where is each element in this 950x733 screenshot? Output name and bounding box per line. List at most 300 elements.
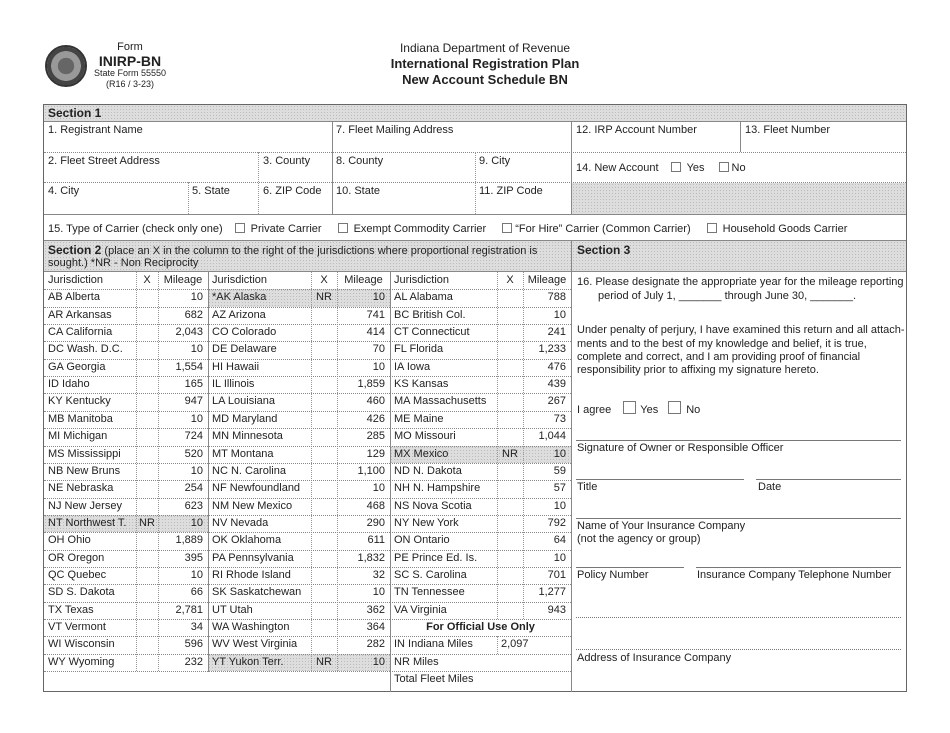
jurisdiction-name: GA Georgia bbox=[48, 360, 106, 373]
row-divider bbox=[208, 550, 390, 551]
jurisdiction-x-cell[interactable] bbox=[136, 324, 158, 341]
jurisdiction-mileage: 611 bbox=[367, 534, 385, 547]
form-label: Form bbox=[117, 41, 143, 53]
date-field[interactable]: Date bbox=[758, 481, 782, 493]
col-header-mileage: Mileage bbox=[527, 274, 567, 286]
jurisdiction-mileage: 57 bbox=[553, 482, 566, 495]
jurisdiction-x-cell[interactable] bbox=[497, 289, 523, 306]
jurisdiction-name: MX Mexico bbox=[394, 447, 449, 460]
row-divider bbox=[44, 359, 208, 360]
agree-yes-checkbox[interactable] bbox=[623, 401, 636, 414]
new-account-label: 14. New Account bbox=[576, 162, 659, 174]
exempt-carrier-label: Exempt Commodity Carrier bbox=[353, 223, 487, 235]
jurisdiction-mileage: 947 bbox=[184, 395, 203, 408]
column-divider bbox=[158, 272, 159, 671]
jurisdiction-name: MN Minnesota bbox=[212, 430, 283, 443]
county-3-field[interactable]: 3. County bbox=[263, 155, 311, 167]
state-5-field[interactable]: 5. State bbox=[192, 185, 230, 197]
jurisdiction-x-cell[interactable] bbox=[136, 550, 158, 567]
column-divider bbox=[311, 272, 312, 671]
jurisdiction-x-cell[interactable] bbox=[136, 428, 158, 445]
jurisdiction-mileage: 10 bbox=[372, 291, 385, 304]
jurisdiction-mileage: 59 bbox=[553, 464, 566, 477]
jurisdiction-mileage: 282 bbox=[366, 638, 385, 651]
jurisdiction-name: NB New Bruns bbox=[48, 464, 121, 477]
jurisdiction-x-cell[interactable] bbox=[497, 584, 523, 601]
jurisdiction-mileage: 290 bbox=[366, 516, 385, 529]
jurisdiction-name: NE Nebraska bbox=[48, 482, 114, 495]
jurisdiction-mileage: 741 bbox=[366, 308, 385, 321]
item16-line2[interactable]: period of July 1, _______ through June 30, _______. bbox=[598, 290, 857, 302]
row-divider bbox=[390, 498, 571, 499]
jurisdiction-x-cell[interactable] bbox=[311, 324, 337, 341]
jurisdiction-mileage: 10 bbox=[372, 360, 385, 373]
jurisdiction-x-cell[interactable] bbox=[136, 654, 158, 671]
jurisdiction-name: MT Montana bbox=[212, 447, 274, 460]
jurisdiction-mileage: 64 bbox=[553, 534, 566, 547]
row-divider bbox=[44, 584, 208, 585]
jurisdiction-mileage: 596 bbox=[184, 638, 203, 651]
jurisdiction-x-cell[interactable] bbox=[136, 480, 158, 497]
jurisdiction-x-cell[interactable] bbox=[497, 567, 523, 584]
row-divider bbox=[390, 532, 571, 533]
fleet-number-field[interactable]: 13. Fleet Number bbox=[745, 124, 830, 136]
jurisdiction-mileage: 364 bbox=[366, 621, 385, 633]
page-subtitle: New Account Schedule BN bbox=[402, 72, 568, 87]
jurisdiction-name: WV West Virginia bbox=[212, 638, 298, 651]
jurisdiction-mileage: 10 bbox=[190, 568, 203, 581]
jurisdiction-x-cell[interactable]: NR bbox=[316, 291, 332, 304]
registrant-name-field[interactable]: 1. Registrant Name bbox=[48, 124, 143, 136]
jurisdiction-name: MI Michigan bbox=[48, 430, 108, 443]
jurisdiction-x-cell[interactable] bbox=[311, 307, 337, 324]
new-account-no-label: No bbox=[731, 162, 746, 174]
jurisdiction-mileage: 476 bbox=[547, 360, 566, 373]
jurisdiction-x-cell[interactable] bbox=[136, 636, 158, 653]
agree-yes-label: Yes bbox=[640, 404, 659, 416]
jurisdiction-x-cell[interactable] bbox=[497, 498, 523, 515]
row-divider bbox=[44, 550, 208, 551]
row-divider bbox=[390, 428, 571, 429]
jurisdiction-mileage: 1,233 bbox=[538, 343, 566, 356]
jurisdiction-x-cell[interactable] bbox=[311, 480, 337, 497]
perjury-line3: complete and correct, and I am providing proof of financial bbox=[577, 351, 861, 363]
perjury-line2: ments and to the best of my knowledge and belief, it is true, bbox=[577, 338, 867, 350]
jurisdiction-name: AR Arkansas bbox=[48, 308, 112, 321]
jurisdiction-name: OH Ohio bbox=[48, 534, 91, 547]
jurisdiction-x-cell[interactable] bbox=[497, 411, 523, 428]
jurisdiction-name: WY Wyoming bbox=[48, 655, 115, 668]
jurisdiction-mileage: 623 bbox=[184, 499, 203, 512]
row-divider bbox=[208, 602, 390, 603]
form-number: INIRP-BN bbox=[98, 53, 162, 69]
jurisdiction-mileage: 414 bbox=[366, 326, 385, 339]
jurisdiction-x-cell[interactable] bbox=[311, 550, 337, 567]
jurisdiction-name: NC N. Carolina bbox=[212, 464, 286, 477]
jurisdiction-x-cell[interactable] bbox=[136, 567, 158, 584]
jurisdiction-name: ON Ontario bbox=[394, 534, 450, 547]
jurisdiction-name: WI Wisconsin bbox=[48, 638, 115, 651]
row-divider bbox=[208, 428, 390, 429]
jurisdiction-name: NS Nova Scotia bbox=[394, 499, 472, 512]
row-divider bbox=[208, 341, 390, 342]
jurisdiction-name: CT Connecticut bbox=[394, 326, 470, 339]
jurisdiction-name: AZ Arizona bbox=[212, 308, 266, 321]
jurisdiction-mileage: 66 bbox=[190, 586, 203, 599]
row-divider bbox=[44, 463, 208, 464]
zip-6-field[interactable]: 6. ZIP Code bbox=[263, 185, 322, 197]
row-divider bbox=[44, 446, 208, 447]
jurisdiction-x-cell[interactable] bbox=[311, 567, 337, 584]
jurisdiction-x-cell[interactable]: NR bbox=[502, 447, 518, 460]
jurisdiction-mileage: 426 bbox=[366, 412, 385, 425]
row-divider bbox=[208, 289, 390, 290]
section2-header-text bbox=[48, 243, 537, 257]
row-divider bbox=[390, 289, 571, 290]
new-account-yes-checkbox[interactable] bbox=[671, 162, 681, 172]
row-divider bbox=[44, 411, 208, 412]
jurisdiction-name: NJ New Jersey bbox=[48, 499, 122, 512]
section2-title: Section 2 bbox=[48, 243, 102, 257]
row-divider bbox=[390, 567, 571, 568]
jurisdiction-name: CA California bbox=[48, 326, 113, 339]
jurisdiction-name: SK Saskatchewan bbox=[212, 586, 302, 599]
jurisdiction-x-cell[interactable] bbox=[136, 411, 158, 428]
row-divider bbox=[44, 636, 208, 637]
jurisdiction-x-cell[interactable] bbox=[136, 359, 158, 376]
jurisdiction-mileage: 10 bbox=[553, 499, 566, 512]
jurisdiction-x-cell[interactable] bbox=[497, 359, 523, 376]
col-header-x: X bbox=[506, 274, 514, 286]
jurisdiction-mileage: 32 bbox=[372, 568, 385, 581]
jurisdiction-name: VA Virginia bbox=[394, 603, 447, 616]
row-divider bbox=[44, 393, 208, 394]
jurisdiction-mileage: 34 bbox=[190, 621, 203, 633]
jurisdiction-mileage: 10 bbox=[190, 516, 203, 529]
jurisdiction-x-cell[interactable] bbox=[136, 532, 158, 549]
col-header-jurisdiction: Jurisdiction bbox=[48, 274, 104, 286]
official-use-title: For Official Use Only bbox=[426, 621, 535, 633]
total-fleet-miles-field[interactable]: Total Fleet Miles bbox=[394, 673, 474, 686]
row-divider bbox=[390, 411, 571, 412]
jurisdiction-x-cell[interactable] bbox=[136, 393, 158, 410]
jurisdiction-name: CO Colorado bbox=[212, 326, 277, 339]
row-divider bbox=[44, 567, 208, 568]
jurisdiction-name: IA Iowa bbox=[394, 360, 431, 373]
column-divider bbox=[337, 272, 338, 671]
row-divider bbox=[44, 671, 208, 672]
jurisdiction-x-cell[interactable] bbox=[311, 393, 337, 410]
row-divider bbox=[390, 307, 571, 308]
jurisdiction-mileage: 10 bbox=[190, 464, 203, 477]
zip-11-field[interactable]: 11. ZIP Code bbox=[479, 185, 543, 197]
perjury-line1: Under penalty of perjury, I have examined this return and all attach- bbox=[577, 324, 905, 336]
jurisdiction-x-cell[interactable] bbox=[497, 532, 523, 549]
household-goods-checkbox[interactable] bbox=[707, 223, 717, 233]
jurisdiction-name: SC S. Carolina bbox=[394, 568, 467, 581]
jurisdiction-x-cell[interactable] bbox=[497, 602, 523, 619]
row-divider bbox=[44, 341, 208, 342]
jurisdiction-mileage: 267 bbox=[547, 395, 566, 408]
jurisdiction-x-cell[interactable] bbox=[136, 446, 158, 463]
row-divider bbox=[44, 498, 208, 499]
jurisdiction-name: AB Alberta bbox=[48, 291, 100, 304]
jurisdiction-x-cell[interactable] bbox=[497, 307, 523, 324]
title-field[interactable]: Title bbox=[577, 481, 598, 493]
jurisdiction-x-cell[interactable] bbox=[497, 550, 523, 567]
page-title: International Registration Plan bbox=[390, 56, 580, 71]
jurisdiction-name: LA Louisiana bbox=[212, 395, 275, 408]
row-divider bbox=[208, 480, 390, 481]
jurisdiction-x-cell[interactable] bbox=[311, 636, 337, 653]
jurisdiction-x-cell[interactable] bbox=[311, 532, 337, 549]
jurisdiction-x-cell[interactable] bbox=[136, 619, 158, 636]
jurisdiction-name: IL Illinois bbox=[212, 378, 255, 391]
jurisdiction-x-cell[interactable]: NR bbox=[316, 655, 332, 668]
jurisdiction-name: NY New York bbox=[394, 516, 459, 529]
jurisdiction-mileage: 1,554 bbox=[175, 360, 203, 373]
for-hire-carrier-checkbox[interactable] bbox=[502, 223, 512, 233]
jurisdiction-name: ME Maine bbox=[394, 412, 444, 425]
fleet-mailing-address-field[interactable]: 7. Fleet Mailing Address bbox=[336, 124, 454, 136]
jurisdiction-x-cell[interactable] bbox=[311, 515, 337, 532]
jurisdiction-x-cell[interactable] bbox=[136, 584, 158, 601]
row-divider bbox=[390, 550, 571, 551]
jurisdiction-name: WA Washington bbox=[212, 621, 290, 633]
jurisdiction-name: MB Manitoba bbox=[48, 412, 113, 425]
row-divider bbox=[208, 671, 390, 672]
jurisdiction-x-cell[interactable] bbox=[497, 515, 523, 532]
col-header-x: X bbox=[143, 274, 151, 286]
jurisdiction-x-cell[interactable] bbox=[497, 393, 523, 410]
jurisdiction-name: BC British Col. bbox=[394, 308, 466, 321]
jurisdiction-mileage: 10 bbox=[372, 482, 385, 495]
row-divider bbox=[44, 515, 208, 516]
row-divider bbox=[44, 480, 208, 481]
jurisdiction-mileage: 10 bbox=[372, 586, 385, 599]
jurisdiction-mileage: 1,100 bbox=[357, 464, 385, 477]
jurisdiction-name: MA Massachusetts bbox=[394, 395, 487, 408]
jurisdiction-mileage: 395 bbox=[184, 551, 203, 564]
jurisdiction-x-cell[interactable] bbox=[311, 359, 337, 376]
col-header-jurisdiction: Jurisdiction bbox=[212, 274, 268, 286]
jurisdiction-mileage: 439 bbox=[547, 378, 566, 391]
jurisdiction-mileage: 701 bbox=[547, 568, 566, 581]
jurisdiction-x-cell[interactable] bbox=[311, 341, 337, 358]
row-divider bbox=[208, 307, 390, 308]
col-header-mileage: Mileage bbox=[163, 274, 203, 286]
row-divider bbox=[390, 654, 571, 655]
jurisdiction-mileage: 468 bbox=[366, 499, 385, 512]
jurisdiction-mileage: 10 bbox=[190, 343, 203, 356]
jurisdiction-mileage: 285 bbox=[366, 430, 385, 443]
row-divider bbox=[390, 671, 571, 672]
row-divider bbox=[390, 584, 571, 585]
row-divider bbox=[208, 498, 390, 499]
row-divider bbox=[390, 359, 571, 360]
jurisdiction-name: DE Delaware bbox=[212, 343, 277, 356]
row-divider bbox=[44, 428, 208, 429]
jurisdiction-mileage: 10 bbox=[372, 655, 385, 668]
jurisdiction-x-cell[interactable] bbox=[136, 498, 158, 515]
jurisdiction-mileage: 682 bbox=[184, 308, 203, 321]
jurisdiction-x-cell[interactable] bbox=[311, 498, 337, 515]
row-divider bbox=[390, 393, 571, 394]
jurisdiction-name: ND N. Dakota bbox=[394, 464, 462, 477]
jurisdiction-name: KY Kentucky bbox=[48, 395, 111, 408]
row-divider bbox=[44, 289, 208, 290]
section1-title: Section 1 bbox=[48, 106, 102, 120]
row-divider bbox=[208, 393, 390, 394]
shaded-block bbox=[572, 183, 906, 214]
state-10-field[interactable]: 10. State bbox=[336, 185, 381, 197]
jurisdiction-name: NH N. Hampshire bbox=[394, 482, 481, 495]
department: Indiana Department of Revenue bbox=[399, 41, 571, 55]
jurisdiction-name: MD Maryland bbox=[212, 412, 278, 425]
jurisdiction-mileage: 165 bbox=[184, 378, 203, 391]
jurisdiction-name: PE Prince Ed. Is. bbox=[394, 551, 478, 564]
jurisdiction-mileage: 73 bbox=[553, 412, 566, 425]
jurisdiction-name: NV Nevada bbox=[212, 516, 269, 529]
jurisdiction-mileage: 520 bbox=[184, 447, 203, 460]
row-divider bbox=[208, 463, 390, 464]
perjury-line4: responsibility prior to affixing my signature hereto. bbox=[577, 364, 819, 376]
agree-no-checkbox[interactable] bbox=[668, 401, 681, 414]
row-divider bbox=[390, 480, 571, 481]
jurisdiction-name: MS Mississippi bbox=[48, 447, 121, 460]
policy-number-field[interactable]: Policy Number bbox=[577, 569, 649, 581]
row-divider bbox=[208, 411, 390, 412]
row-divider bbox=[208, 446, 390, 447]
jurisdiction-mileage: 1,859 bbox=[357, 378, 385, 391]
exempt-carrier-checkbox[interactable] bbox=[338, 223, 348, 233]
jurisdiction-name: VT Vermont bbox=[48, 621, 106, 633]
row-divider bbox=[208, 636, 390, 637]
jurisdiction-name: RI Rhode Island bbox=[212, 568, 291, 581]
jurisdiction-mileage: 10 bbox=[553, 308, 566, 321]
jurisdiction-name: UT Utah bbox=[212, 603, 253, 616]
row-divider bbox=[390, 463, 571, 464]
row-divider bbox=[44, 602, 208, 603]
row-divider bbox=[208, 324, 390, 325]
city-9-field[interactable]: 9. City bbox=[479, 155, 511, 167]
private-carrier-checkbox[interactable] bbox=[235, 223, 245, 233]
row-divider bbox=[44, 324, 208, 325]
jurisdiction-name: OK Oklahoma bbox=[212, 534, 282, 547]
col-header-jurisdiction: Jurisdiction bbox=[394, 274, 450, 286]
jurisdiction-x-cell[interactable] bbox=[311, 584, 337, 601]
row-divider bbox=[208, 515, 390, 516]
city-4-field[interactable]: 4. City bbox=[48, 185, 80, 197]
jurisdiction-x-cell[interactable] bbox=[136, 307, 158, 324]
col-header-mileage: Mileage bbox=[344, 274, 383, 286]
section1-header bbox=[44, 105, 906, 121]
jurisdiction-mileage: 2,781 bbox=[175, 603, 203, 616]
irp-account-number-field[interactable]: 12. IRP Account Number bbox=[576, 124, 697, 136]
row-divider bbox=[390, 636, 571, 637]
fleet-street-address-field[interactable]: 2. Fleet Street Address bbox=[48, 155, 160, 167]
private-carrier-label: Private Carrier bbox=[250, 223, 322, 235]
insurance-phone-field[interactable]: Insurance Company Telephone Number bbox=[697, 569, 892, 581]
jurisdiction-name: OR Oregon bbox=[48, 551, 105, 564]
jurisdiction-x-cell[interactable] bbox=[497, 324, 523, 341]
jurisdiction-x-cell[interactable] bbox=[497, 463, 523, 480]
jurisdiction-x-cell[interactable] bbox=[311, 428, 337, 445]
indiana-miles-label: IN Indiana Miles bbox=[394, 638, 473, 651]
row-divider bbox=[208, 359, 390, 360]
jurisdiction-name: AL Alabama bbox=[394, 291, 453, 304]
jurisdiction-x-cell[interactable] bbox=[311, 463, 337, 480]
jurisdiction-x-cell[interactable] bbox=[497, 428, 523, 445]
jurisdiction-x-cell[interactable] bbox=[311, 376, 337, 393]
jurisdiction-x-cell[interactable] bbox=[497, 341, 523, 358]
state-form-number: State Form 55550 bbox=[93, 68, 167, 78]
jurisdiction-mileage: 943 bbox=[547, 603, 566, 616]
jurisdiction-name: NT Northwest T. bbox=[48, 516, 127, 529]
row-divider bbox=[390, 515, 571, 516]
jurisdiction-x-cell[interactable] bbox=[136, 463, 158, 480]
jurisdiction-x-cell[interactable] bbox=[136, 376, 158, 393]
jurisdiction-name: TX Texas bbox=[48, 603, 94, 616]
jurisdiction-x-cell[interactable] bbox=[311, 619, 337, 636]
jurisdiction-mileage: 1,889 bbox=[175, 534, 203, 547]
section3-title: Section 3 bbox=[577, 243, 631, 257]
column-divider bbox=[136, 272, 137, 671]
jurisdiction-x-cell[interactable] bbox=[497, 376, 523, 393]
jurisdiction-x-cell[interactable] bbox=[497, 480, 523, 497]
jurisdiction-x-cell[interactable] bbox=[311, 602, 337, 619]
jurisdiction-mileage: 232 bbox=[184, 655, 203, 668]
row-divider bbox=[390, 324, 571, 325]
jurisdiction-x-cell[interactable] bbox=[311, 411, 337, 428]
row-divider bbox=[208, 584, 390, 585]
row-divider bbox=[44, 532, 208, 533]
row-divider bbox=[44, 619, 208, 620]
jurisdiction-name: NM New Mexico bbox=[212, 499, 293, 512]
insurance-company-field[interactable]: Name of Your Insurance Company bbox=[577, 520, 746, 532]
jurisdiction-name: NF Newfoundland bbox=[212, 482, 301, 495]
jurisdiction-x-cell[interactable] bbox=[136, 341, 158, 358]
revision: (R16 / 3-23) bbox=[105, 79, 155, 89]
row-divider bbox=[208, 567, 390, 568]
jurisdiction-x-cell[interactable] bbox=[136, 602, 158, 619]
jurisdiction-x-cell[interactable]: NR bbox=[139, 516, 155, 529]
insurance-address-field[interactable]: Address of Insurance Company bbox=[577, 652, 732, 664]
jurisdiction-name: *AK Alaska bbox=[212, 291, 267, 304]
household-goods-label: Household Goods Carrier bbox=[722, 223, 848, 235]
carrier-type-row bbox=[48, 223, 847, 235]
nr-miles-field[interactable]: NR Miles bbox=[394, 655, 439, 668]
jurisdiction-mileage: 1,277 bbox=[538, 586, 566, 599]
signature-field[interactable]: Signature of Owner or Responsible Officer bbox=[577, 442, 784, 454]
county-8-field[interactable]: 8. County bbox=[336, 155, 384, 167]
jurisdiction-x-cell[interactable] bbox=[311, 446, 337, 463]
jurisdiction-mileage: 254 bbox=[184, 482, 203, 495]
agree-no-label: No bbox=[686, 404, 701, 416]
row-divider bbox=[208, 654, 390, 655]
jurisdiction-x-cell[interactable] bbox=[136, 289, 158, 306]
jurisdiction-name: DC Wash. D.C. bbox=[48, 343, 123, 356]
jurisdiction-mileage: 10 bbox=[190, 412, 203, 425]
jurisdiction-mileage: 10 bbox=[553, 551, 566, 564]
jurisdiction-name: ID Idaho bbox=[48, 378, 90, 391]
new-account-no-checkbox[interactable] bbox=[719, 162, 729, 172]
row-divider bbox=[44, 307, 208, 308]
jurisdiction-mileage: 241 bbox=[547, 326, 566, 339]
row-divider bbox=[44, 654, 208, 655]
col-header-x: X bbox=[320, 274, 328, 286]
jurisdiction-name: QC Quebec bbox=[48, 568, 107, 581]
